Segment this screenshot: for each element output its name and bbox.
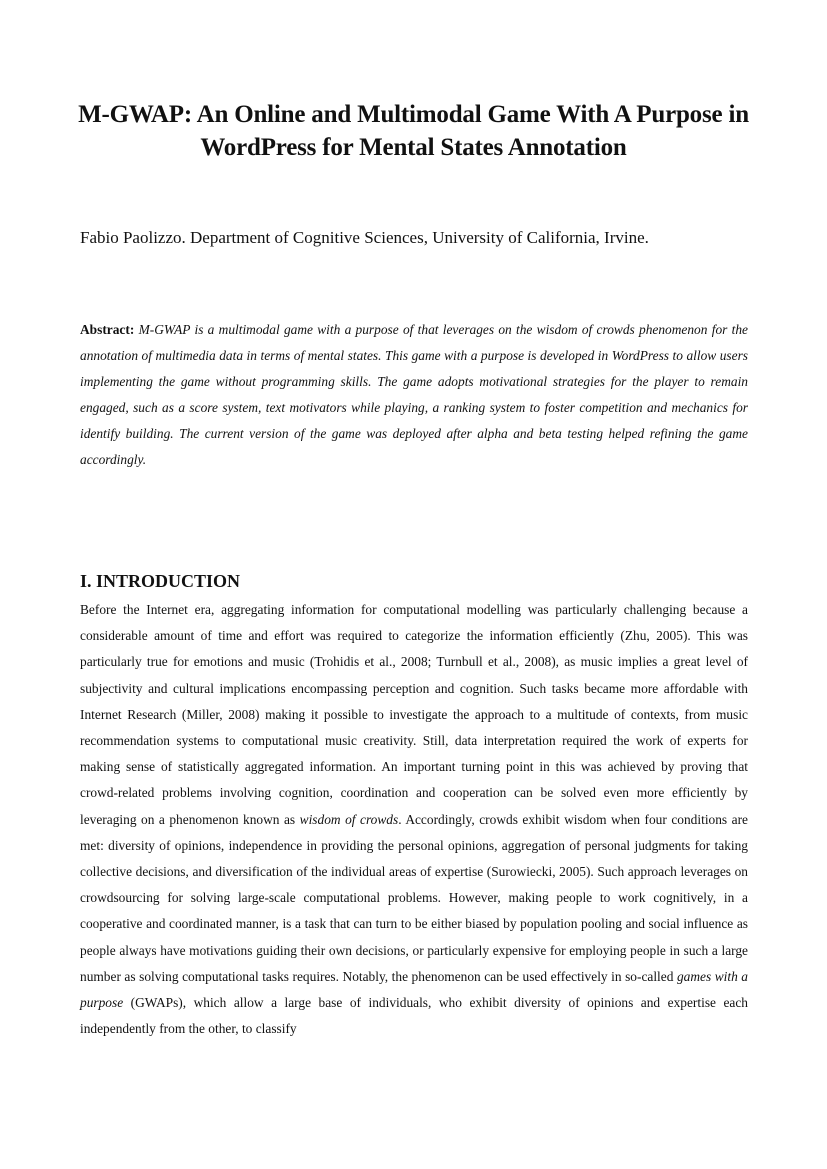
intro-emphasis-games-with-a-purpose: games with a purpose (80, 968, 748, 1011)
abstract (80, 317, 748, 473)
intro-text-2: . Accordingly, crowds exhibit wisdom when four conditions are met: diversity of opinions, independence in providing the personal opinions, aggregation of personal judgments for taking collective decisions, and diversification of the individual areas of expertise (Surowiecki, 2005). Such approach leverages on crowdsourcing for solving large-scale computational problems. However, making people to work cognitively, in a cooperative and coordinated manner, is a task that can turn to be either biased by population pooling and social influence as people always have motivations guiding their own decisions, or particularly expensive for employing people in such a large number as solving computational tasks requires. Notably, the phenomenon can be used effectively in so-called (80, 811, 748, 984)
intro-text-1: Before the Internet era, aggregating information for computational modelling was particularly challenging because a considerable amount of time and effort was required to categorize the information efficiently (Zhu, 2005). This was particularly true for emotions and music (Trohidis et al., 2008; Turnbull et al., 2008), as music implies a great level of subjectivity and cultural implications encompassing perception and cognition. Such tasks became more affordable with Internet Research (Miller, 2008) making it possible to investigate the approach to a multitude of contexts, from music recommendation systems to computational music creativity. Still, data interpretation required the work of experts for making sense of statistically aggregated information. An important turning point in this was achieved by proving that crowd-related problems involving cognition, coordination and cooperation can be solved even more efficiently by leveraging on a phenomenon known as (80, 602, 748, 827)
intro-text-3: (GWAPs), which allow a large base of individuals, who exhibit diversity of opinions and expertise each independently from the other, to classify (80, 995, 748, 1037)
abstract-label: Abstract: (80, 322, 135, 337)
paper-title: M-GWAP: An Online and Multimodal Game With A Purpose in WordPress for Mental States Annotation (78, 101, 749, 161)
introduction-paragraph (80, 597, 748, 1042)
intro-emphasis-wisdom-of-crowds: wisdom of crowds (299, 811, 399, 827)
section-heading-introduction: I. INTRODUCTION (80, 571, 241, 591)
abstract-body: M-GWAP is a multimodal game with a purpose of that leverages on the wisdom of crowds phenomenon for the annotation of multimedia data in terms of mental states. This game with a purpose is developed in WordPress to allow users implementing the game without programming skills. The game adopts motivational strategies for the player to remain engaged, such as a score system, text motivators while playing, a ranking system to foster competition and mechanics for identify building. The current version of the game was deployed after alpha and beta testing helped refining the game accordingly. (80, 322, 748, 467)
author-affiliation: Fabio Paolizzo. Department of Cognitive Sciences, University of California, Irvine. (80, 228, 649, 247)
